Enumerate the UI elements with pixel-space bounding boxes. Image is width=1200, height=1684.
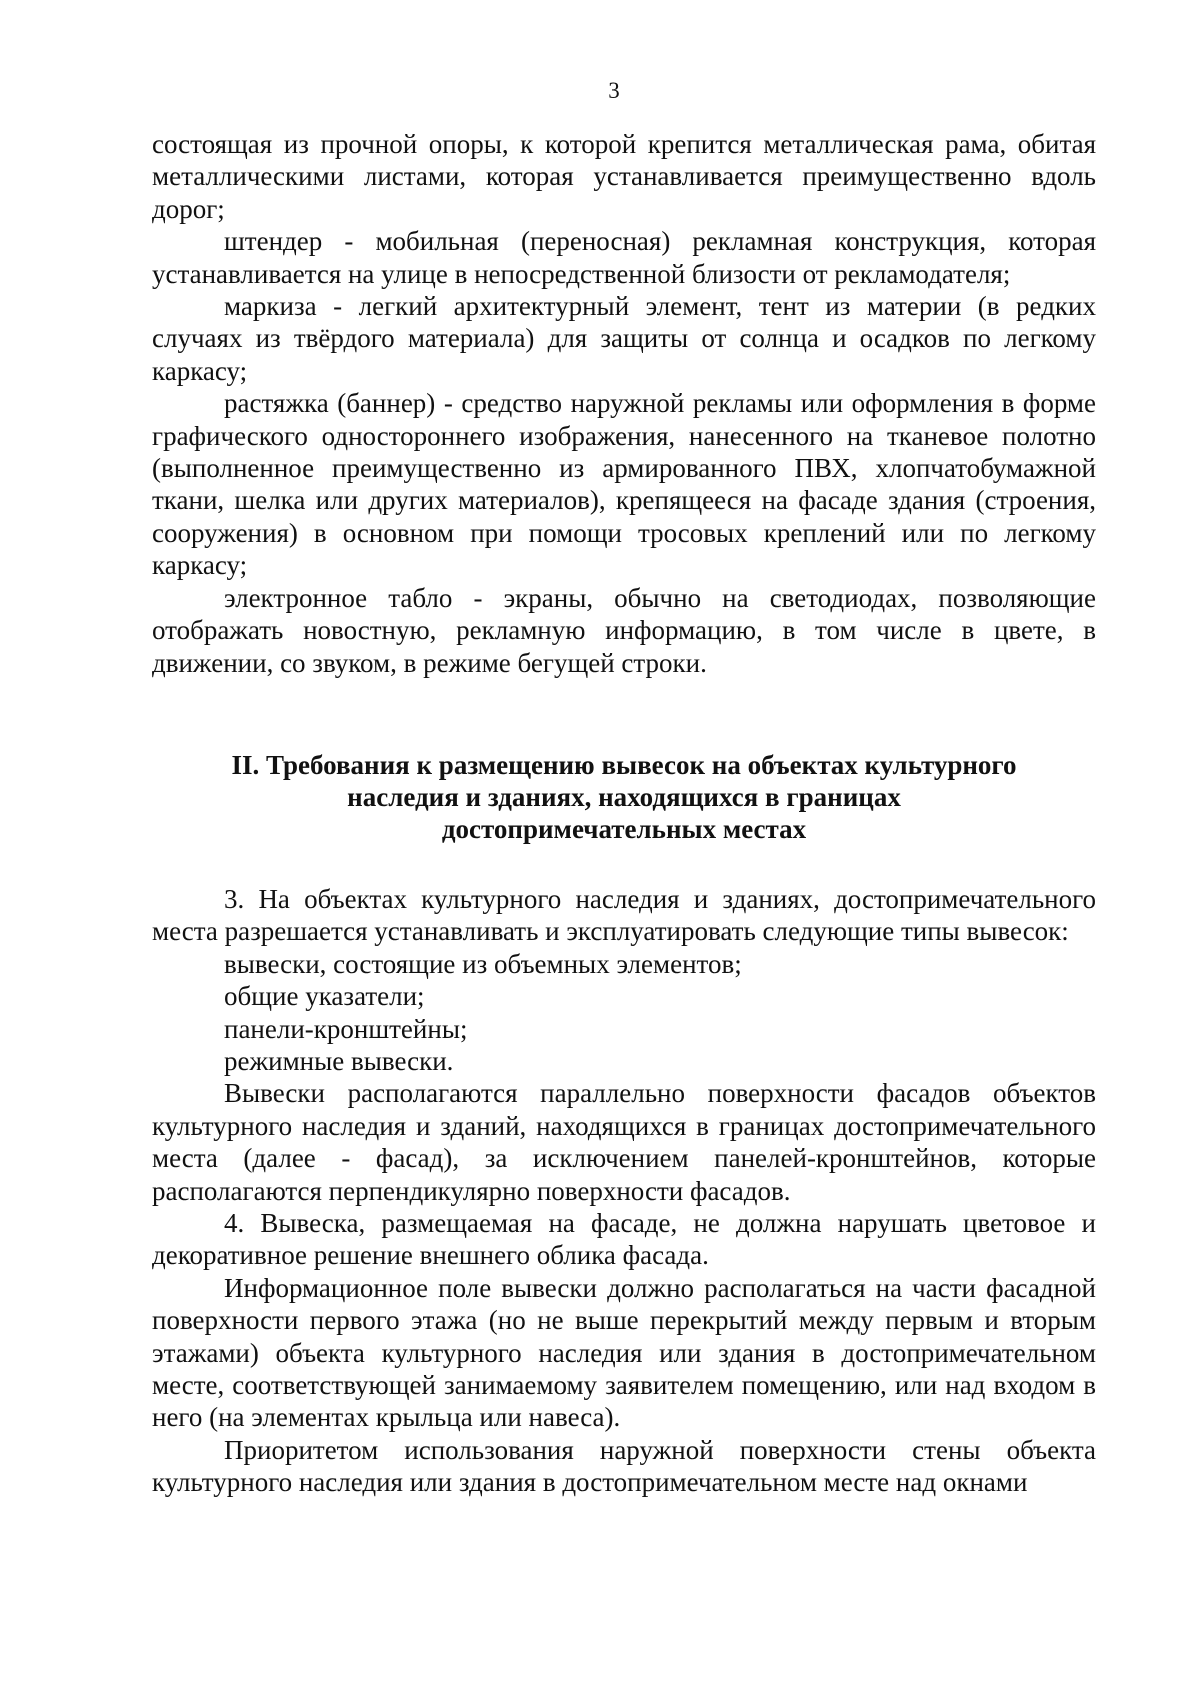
list-item-sign-type: вывески, состоящие из объемных элементов; [224,948,742,979]
paragraph-banner-definition: растяжка (баннер) - средство наружной рекламы или оформления в форме графического одностороннего изображения, нанесенного на тканевое полотно (выполненное преимущественно из армированного ПВХ, хлопчатобумажной ткани, шелка или других материалов), крепящееся на фасаде здания (строения, сооружения) в основном при помощи тросовых креплений или по легкому каркасу; [152,388,1096,581]
paragraph-item-4: 4. Вывеска, размещаемая на фасаде, не должна нарушать цветовое и декоративное решение внешнего облика фасада. [152,1207,1096,1271]
paragraph-info-field: Информационное поле вывески должно располагаться на части фасадной поверхности первого этажа (но не выше перекрытий между первым и вторым этажами) объекта культурного наследия или здания в достопримечательном месте, соответствующей занимаемому заявителем помещению, или над входом в него (на элементах крыльца или навеса). [152,1272,1096,1433]
paragraph-continued-definition: состоящая из прочной опоры, к которой крепится металлическая рама, обитая металлическими листами, которая устанавливается преимущественно вдоль дорог; [152,129,1096,224]
section-heading-line: наследия и зданиях, находящихся в границах [347,781,901,812]
list-item-sign-type: панели-кронштейны; [224,1013,468,1044]
list-item-sign-type: режимные вывески. [224,1045,454,1076]
page-number: 3 [608,78,620,103]
paragraph-shtender-definition: штендер - мобильная (переносная) рекламная конструкция, которая устанавливается на улице в непосредственной близости от рекламодателя; [152,226,1096,289]
paragraph-priority: Приоритетом использования наружной поверхности стены объекта культурного наследия или здания в достопримечательном месте над окнами [152,1434,1096,1498]
list-item-sign-type: общие указатели; [224,981,425,1012]
section-heading-line: достопримечательных местах [441,813,807,844]
section-heading [152,749,1096,845]
paragraph-sign-placement: Вывески располагаются параллельно поверхности фасадов объектов культурного наследия и зданий, находящихся в границах достопримечательного места (далее - фасад), за исключением панелей-кронштейнов, которые располагаются перпендикулярно поверхности фасадов. [152,1078,1096,1206]
document-body [152,128,1096,1499]
paragraph-electronic-board-definition: электронное табло - экраны, обычно на светодиодах, позволяющие отображать новостную, рекламную информацию, в том числе в цвете, в движении, со звуком, в режиме бегущей строки. [152,582,1096,678]
paragraph-item-3: 3. На объектах культурного наследия и зданиях, достопримечательного места разрешается устанавливать и эксплуатировать следующие типы вывесок: [152,883,1096,947]
paragraph-markiza-definition: маркиза - легкий архитектурный элемент, тент из материи (в редких случаях из твёрдого материала) для защиты от солнца и осадков по легкому каркасу; [152,291,1096,386]
section-heading-line: II. Требования к размещению вывесок на объектах культурного [231,749,1017,780]
